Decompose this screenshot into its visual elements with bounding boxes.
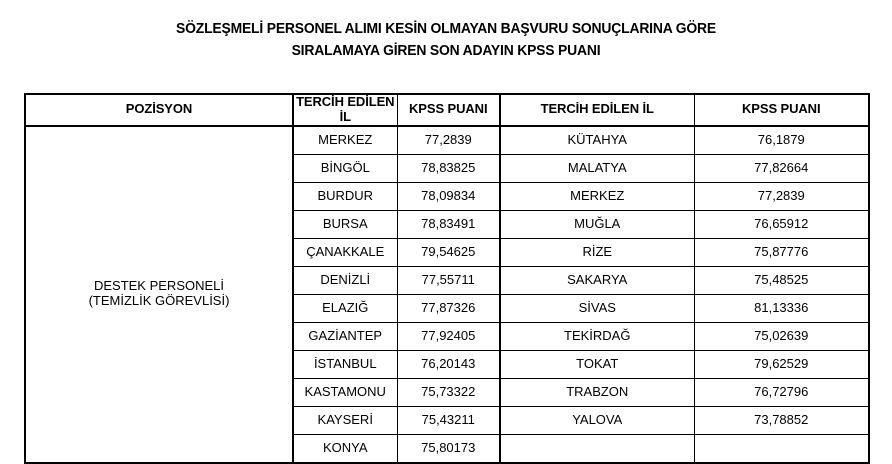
score-cell-1: 75,73322 [397,378,500,406]
column-header-city-1: TERCİH EDİLEN İL [293,94,397,126]
column-header-position: POZİSYON [25,94,293,126]
city-cell-2-empty [500,434,694,463]
city-cell-1: BURDUR [293,182,397,210]
score-cell-1: 77,55711 [397,266,500,294]
city-cell-2: TEKİRDAĞ [500,322,694,350]
city-cell-1: GAZİANTEP [293,322,397,350]
score-cell-1: 78,83825 [397,154,500,182]
score-cell-1: 77,92405 [397,322,500,350]
position-line-1: DESTEK PERSONELİ [93,278,225,294]
city-cell-1: İSTANBUL [293,350,397,378]
city-cell-2: YALOVA [500,406,694,434]
score-cell-2: 77,2839 [694,182,869,210]
city-cell-1: BİNGÖL [293,154,397,182]
title-line-1: SÖZLEŞMELİ PERSONEL ALIMI KESİN OLMAYAN BAŞVURU SONUÇLARINA GÖRE [176,21,716,37]
results-table [24,93,870,464]
column-header-score-1: KPSS PUANI [397,94,500,126]
table-header-row [25,94,869,126]
score-cell-1: 78,09834 [397,182,500,210]
score-cell-1: 75,80173 [397,434,500,463]
column-header-city-2: TERCİH EDİLEN İL [500,94,694,126]
score-cell-1: 75,43211 [397,406,500,434]
city-cell-2: MERKEZ [500,182,694,210]
table-header [25,94,869,126]
city-cell-2: TOKAT [500,350,694,378]
city-cell-1: MERKEZ [293,126,397,155]
score-cell-1: 77,87326 [397,294,500,322]
city-cell-2: KÜTAHYA [500,126,694,155]
city-cell-2: MUĞLA [500,210,694,238]
table-row [25,126,869,155]
city-cell-2: TRABZON [500,378,694,406]
score-cell-2: 76,65912 [694,210,869,238]
position-line-2: (TEMİZLİK GÖREVLİSİ) [88,293,230,309]
table-body [25,126,869,463]
city-cell-2: MALATYA [500,154,694,182]
city-cell-1: ÇANAKKALE [293,238,397,266]
city-cell-1: KASTAMONU [293,378,397,406]
city-cell-2: SİVAS [500,294,694,322]
score-cell-2: 81,13336 [694,294,869,322]
score-cell-1: 78,83491 [397,210,500,238]
document-title [0,18,892,62]
score-cell-2-empty [694,434,869,463]
city-cell-1: KAYSERİ [293,406,397,434]
title-line-2: SIRALAMAYA GİREN SON ADAYIN KPSS PUANI [291,43,601,59]
score-cell-2: 77,82664 [694,154,869,182]
score-cell-2: 75,87776 [694,238,869,266]
score-cell-2: 76,72796 [694,378,869,406]
city-cell-2: SAKARYA [500,266,694,294]
score-cell-1: 76,20143 [397,350,500,378]
score-cell-1: 79,54625 [397,238,500,266]
city-cell-2: RİZE [500,238,694,266]
score-cell-1: 77,2839 [397,126,500,155]
score-cell-2: 75,48525 [694,266,869,294]
city-cell-1: ELAZIĞ [293,294,397,322]
score-cell-2: 76,1879 [694,126,869,155]
results-table-container [24,93,868,464]
column-header-score-2: KPSS PUANI [694,94,869,126]
score-cell-2: 73,78852 [694,406,869,434]
city-cell-1: DENİZLİ [293,266,397,294]
score-cell-2: 79,62529 [694,350,869,378]
city-cell-1: BURSA [293,210,397,238]
city-cell-1: KONYA [293,434,397,463]
position-cell [25,126,293,463]
score-cell-2: 75,02639 [694,322,869,350]
